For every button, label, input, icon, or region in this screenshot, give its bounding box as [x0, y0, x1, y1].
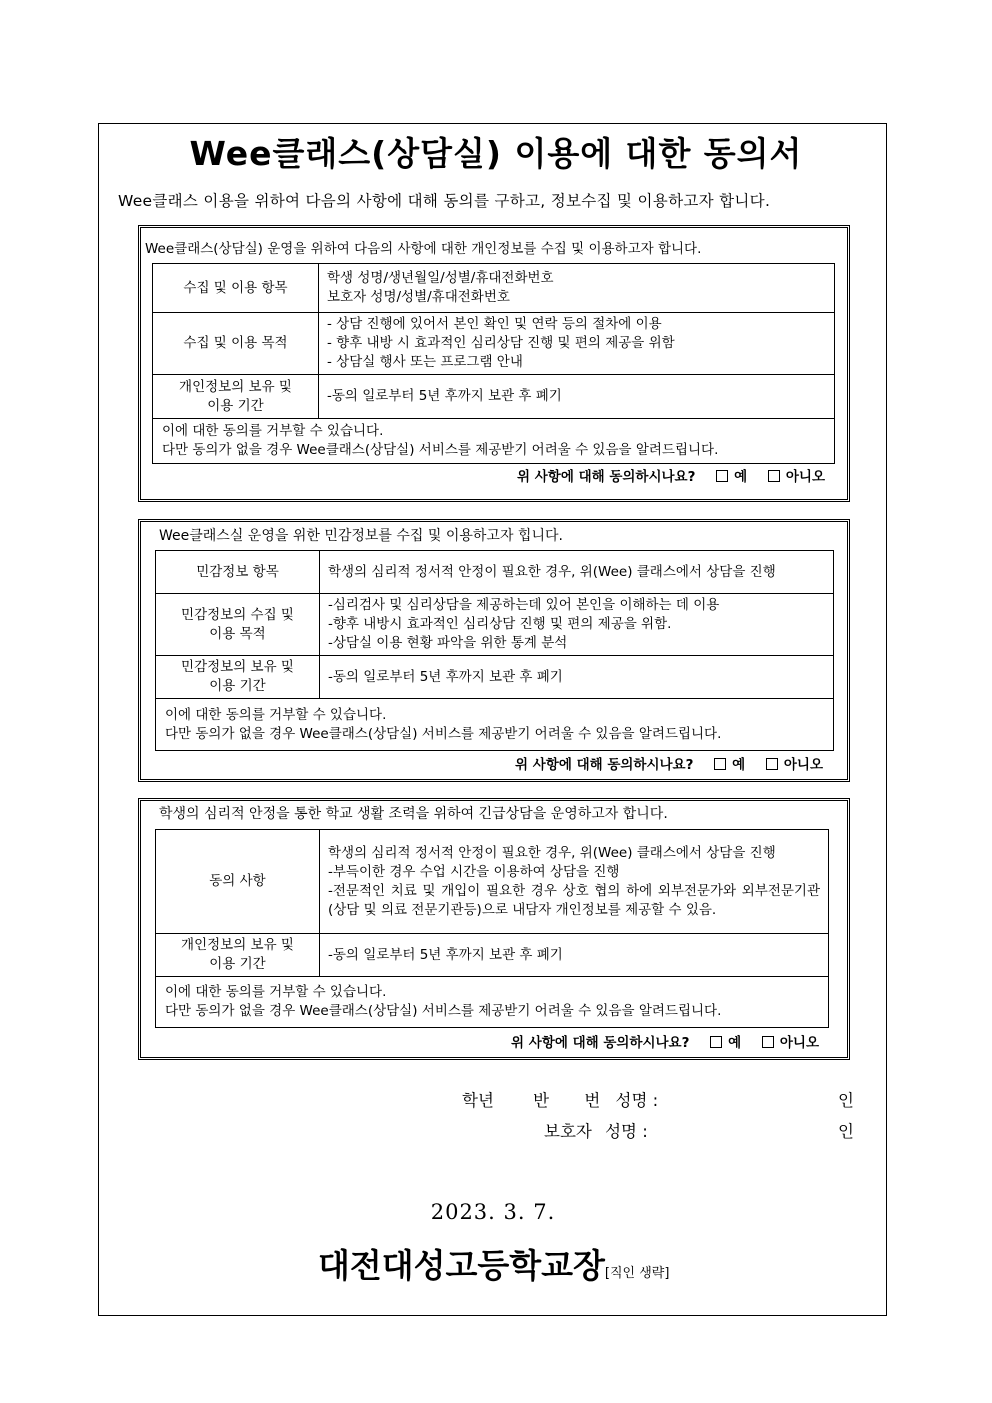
- no-label: 아니오: [779, 1035, 820, 1051]
- row-label: 수집 및 이용 항목: [153, 264, 319, 313]
- no-checkbox[interactable]: [768, 470, 780, 482]
- row-content: 학생의 심리적 정서적 안정이 필요한 경우, 위(Wee) 클래스에서 상담을 진행 -부득이한 경우 수업 시간을 이용하여 상담을 진행 -전문적인 치료 및 개입이 필요한 경우 상호 협의 하에 외부전문가와 외부전문기관(상담 및 의료 전문기관등)으로 내담자 개인정보를 제공할 수 있음.: [320, 830, 829, 934]
- consent-question: 위 사항에 대해 동의하시나요?: [517, 469, 696, 485]
- row-content: -동의 일로부터 5년 후까지 보관 후 폐기: [320, 656, 834, 699]
- guardian-signature-line: [544, 1118, 648, 1142]
- guardian-label: 보호자: [544, 1122, 592, 1141]
- yes-label: 예: [728, 1035, 742, 1051]
- row-label: 동의 사항: [156, 830, 320, 934]
- row-content: - 상담 진행에 있어서 본인 확인 및 연락 등의 절차에 이용 - 향후 내방 시 효과적인 심리상담 진행 및 편의 제공을 위함 - 상담실 행사 또는 프로그램 안내: [319, 313, 835, 375]
- section2-table: [155, 550, 834, 751]
- document-date: 2023. 3. 7.: [430, 1200, 556, 1224]
- section1-consent: [517, 465, 825, 485]
- number-label: 번: [584, 1091, 601, 1110]
- consent-question: 위 사항에 대해 동의하시나요?: [511, 1035, 690, 1051]
- no-label: 아니오: [783, 757, 824, 773]
- row-content: -동의 일로부터 5년 후까지 보관 후 폐기: [320, 934, 829, 977]
- student-signature-line: [462, 1087, 658, 1111]
- row-content: -동의 일로부터 5년 후까지 보관 후 폐기: [319, 375, 835, 419]
- row-label: 개인정보의 보유 및 이용 기간: [156, 934, 320, 977]
- guardian-seal: 인: [838, 1122, 854, 1141]
- table-row: [156, 830, 829, 934]
- row-label: 민감정보 항목: [156, 551, 320, 594]
- class-label: 반: [533, 1091, 550, 1110]
- row-label: 민감정보의 수집 및 이용 목적: [156, 594, 320, 656]
- section3-table: [155, 829, 829, 1028]
- no-label: 아니오: [785, 469, 826, 485]
- refusal-notice-row: [156, 699, 834, 751]
- section2-heading: Wee클래스실 운영을 위한 민감정보를 수집 및 이용하고자 힙니다.: [159, 528, 563, 544]
- row-label: 개인정보의 보유 및 이용 기간: [153, 375, 319, 419]
- no-checkbox[interactable]: [766, 758, 778, 770]
- student-seal: 인: [838, 1091, 854, 1110]
- seal-omitted-note: [직인 생략]: [604, 1266, 670, 1281]
- yes-checkbox[interactable]: [714, 758, 726, 770]
- section2-consent: [515, 753, 823, 773]
- table-row: [153, 264, 835, 313]
- no-checkbox[interactable]: [762, 1036, 774, 1048]
- section3-heading: 학생의 심리적 안정을 통한 학교 생활 조력을 위하여 긴급상담을 운영하고자 합니다.: [159, 806, 668, 822]
- refusal-notice-row: [156, 977, 829, 1028]
- refusal-notice-row: [153, 419, 835, 464]
- yes-checkbox[interactable]: [710, 1036, 722, 1048]
- principal-name: 대전대성고등학교장: [318, 1246, 605, 1285]
- row-content: -심리검사 및 심리상담을 제공하는데 있어 본인을 이해하는 데 이용 -향후 내방시 효과적인 심리상담 진행 및 편의 제공을 위함. -상담실 이용 현황 파악을 위한 통계 분석: [320, 594, 834, 656]
- row-label: 민감정보의 보유 및 이용 기간: [156, 656, 320, 699]
- grade-label: 학년: [462, 1091, 494, 1110]
- consent-question: 위 사항에 대해 동의하시나요?: [515, 757, 694, 773]
- row-label: 수집 및 이용 목적: [153, 313, 319, 375]
- row-content: 학생 성명/생년월일/성별/휴대전화번호 보호자 성명/성별/휴대전화번호: [319, 264, 835, 313]
- yes-label: 예: [734, 469, 748, 485]
- section1-table: [152, 263, 835, 464]
- refusal-notice: 이에 대한 동의를 거부할 수 있습니다. 다만 동의가 없을 경우 Wee클래스(상담실) 서비스를 제공받기 어려울 수 있음을 알려드립니다.: [156, 699, 834, 751]
- intro-text: Wee클래스 이용을 위하여 다음의 사항에 대해 동의를 구하고, 정보수집 및 이용하고자 합니다.: [118, 192, 771, 210]
- document-title: Wee클래스(상담실) 이용에 대한 동의서: [189, 134, 803, 173]
- table-row: [153, 313, 835, 375]
- section3-consent: [511, 1031, 819, 1051]
- guardian-name-label: 성명 :: [605, 1122, 648, 1141]
- refusal-notice: 이에 대한 동의를 거부할 수 있습니다. 다만 동의가 없을 경우 Wee클래스(상담실) 서비스를 제공받기 어려울 수 있음을 알려드립니다.: [153, 419, 835, 464]
- table-row: [156, 656, 834, 699]
- section1-heading: Wee클래스(상담실) 운영을 위하여 다음의 사항에 대한 개인정보를 수집 및 이용하고자 합니다.: [145, 241, 702, 257]
- yes-label: 예: [732, 757, 746, 773]
- table-row: [156, 551, 834, 594]
- table-row: [156, 594, 834, 656]
- principal-signature: [318, 1240, 669, 1287]
- table-row: [153, 375, 835, 419]
- table-row: [156, 934, 829, 977]
- row-content: 학생의 심리적 정서적 안정이 필요한 경우, 위(Wee) 클래스에서 상담을 진행: [320, 551, 834, 594]
- refusal-notice: 이에 대한 동의를 거부할 수 있습니다. 다만 동의가 없을 경우 Wee클래스(상담실) 서비스를 제공받기 어려울 수 있음을 알려드립니다.: [156, 977, 829, 1028]
- student-name-label: 성명 :: [615, 1091, 659, 1110]
- yes-checkbox[interactable]: [716, 470, 728, 482]
